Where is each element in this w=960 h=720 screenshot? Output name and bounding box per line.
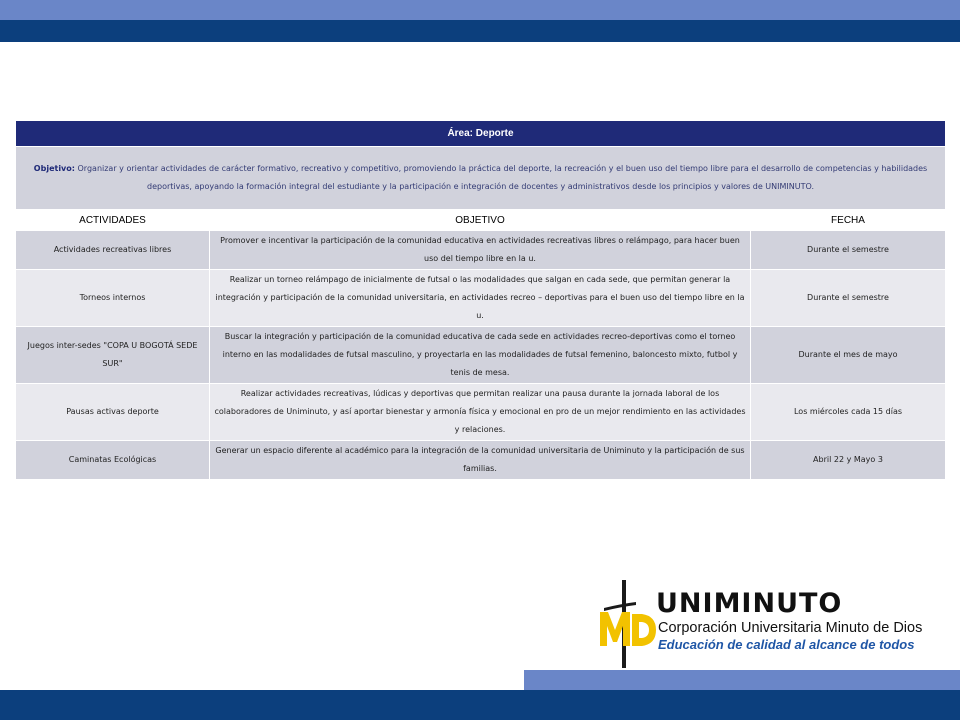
activity-cell: Actividades recreativas libres <box>16 231 210 270</box>
bottom-band-dark <box>0 690 960 720</box>
logo-name: UNIMINUTO <box>656 588 843 619</box>
logo-subtitle: Corporación Universitaria Minuto de Dios <box>658 620 923 636</box>
table-row <box>16 384 946 441</box>
logo-tagline: Educación de calidad al alcance de todos <box>658 637 915 652</box>
activity-cell: Pausas activas deporte <box>16 384 210 441</box>
objective-row <box>16 147 946 210</box>
activity-cell: Caminatas Ecológicas <box>16 441 210 480</box>
header-fecha: FECHA <box>751 210 946 231</box>
objective-desc-cell: Generar un espacio diferente al académico para la integración de la comunidad universitaria de Uniminuto y la participación de sus familias. <box>210 441 751 480</box>
table-row <box>16 441 946 480</box>
date-cell: Abril 22 y Mayo 3 <box>751 441 946 480</box>
top-band-light <box>0 0 960 20</box>
date-cell: Durante el semestre <box>751 231 946 270</box>
activity-cell: Torneos internos <box>16 270 210 327</box>
md-cross-icon <box>596 578 658 668</box>
date-cell: Durante el mes de mayo <box>751 327 946 384</box>
date-cell: Los miércoles cada 15 días <box>751 384 946 441</box>
area-title-row <box>16 121 946 147</box>
activities-table <box>15 120 946 480</box>
bottom-band-light <box>524 670 960 690</box>
objective-desc-cell: Realizar actividades recreativas, lúdicas y deportivas que permitan realizar una pausa durante la jornada laboral de los colaboradores de Uniminuto, y así aportar bienestar y armonía física y emocional en pro de un mejor rendimiento en las actividades y relaciones. <box>210 384 751 441</box>
table-row <box>16 270 946 327</box>
objective-desc-cell: Realizar un torneo relámpago de inicialmente de futsal o las modalidades que salgan en cada sede, que permitan generar la integración y participación de la comunidad universitaria, en actividades recreo – deportivas para el buen uso del tiempo libre en la u. <box>210 270 751 327</box>
uniminuto-logo <box>596 578 926 668</box>
date-cell: Durante el semestre <box>751 270 946 327</box>
objective-desc-cell: Promover e incentivar la participación de la comunidad educativa en actividades recreativas libres o relámpago, para hacer buen uso del tiempo libre en la u. <box>210 231 751 270</box>
activity-cell: Juegos inter-sedes "COPA U BOGOTÁ SEDE SUR" <box>16 327 210 384</box>
column-header-row <box>16 210 946 231</box>
top-band-dark <box>0 20 960 42</box>
objective-cell <box>16 147 946 210</box>
objective-text: Organizar y orientar actividades de carácter formativo, recreativo y competitivo, promoviendo la práctica del deporte, la recreación y el buen uso del tiempo libre para el desarrollo de competencias y habilidades deportivas, apoyando la formación integral del estudiante y la participación e integración de docentes y administrativos desde los principios y valores de UNIMINUTO. <box>74 164 928 191</box>
objective-desc-cell: Buscar la integración y participación de la comunidad educativa de cada sede en actividades recreo-deportivas como el torneo interno en las modalidades de futsal masculino, y proyectarla en las modalidades de futsal femenino, baloncesto mixto, futbol y tenis de mesa. <box>210 327 751 384</box>
table-row <box>16 327 946 384</box>
header-actividades: ACTIVIDADES <box>16 210 210 231</box>
objective-label: Objetivo: <box>33 164 75 173</box>
header-objetivo: OBJETIVO <box>210 210 751 231</box>
table-row <box>16 231 946 270</box>
area-title: Área: Deporte <box>16 121 946 147</box>
